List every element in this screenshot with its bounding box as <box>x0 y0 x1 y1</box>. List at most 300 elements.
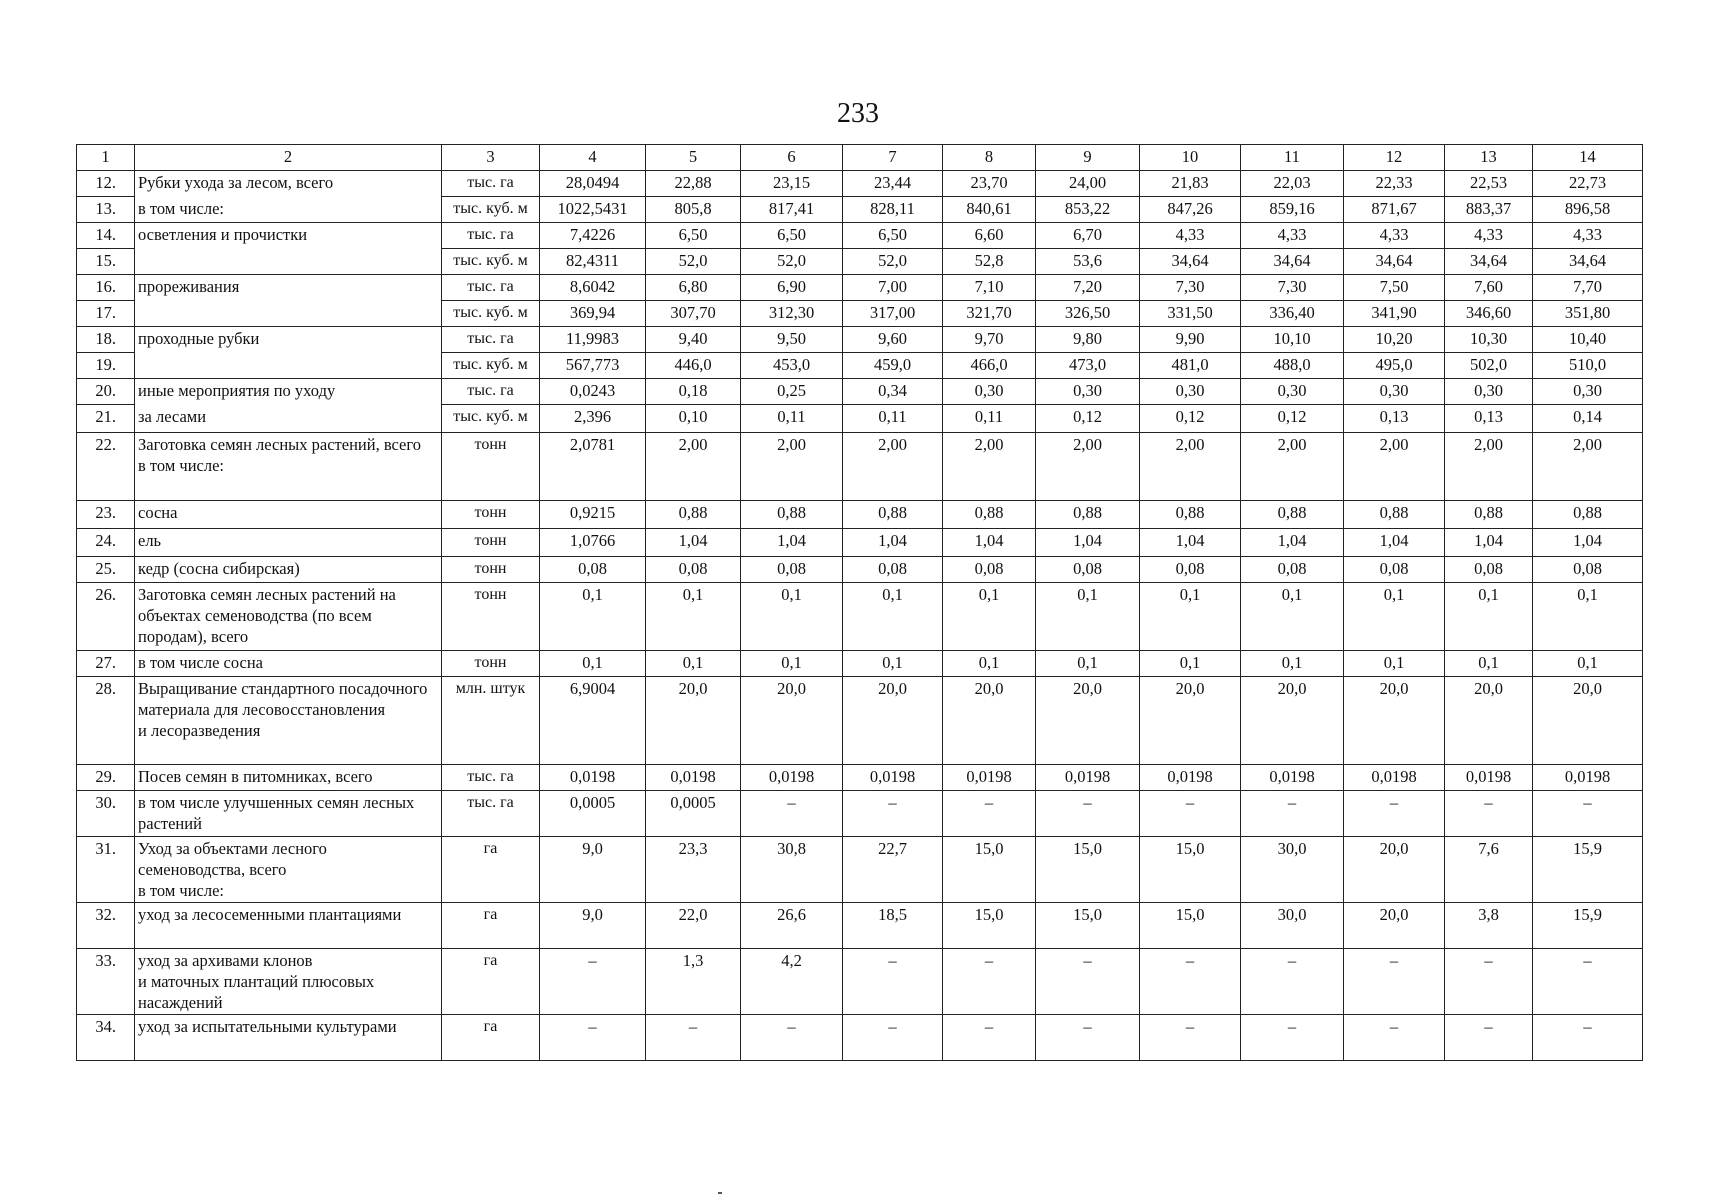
value-cell: 0,88 <box>1445 501 1533 529</box>
value-cell: 10,30 <box>1445 327 1533 353</box>
value-cell: 1022,5431 <box>540 197 646 223</box>
value-cell: 30,8 <box>741 837 843 903</box>
value-cell: 847,26 <box>1140 197 1241 223</box>
value-cell: 0,88 <box>1241 501 1344 529</box>
value-cell: 307,70 <box>646 301 741 327</box>
value-cell: – <box>1344 791 1445 837</box>
value-cell: 82,4311 <box>540 249 646 275</box>
value-cell: 6,50 <box>741 223 843 249</box>
value-cell: 0,08 <box>741 557 843 583</box>
value-cell: 0,11 <box>943 405 1036 433</box>
value-cell: – <box>943 1015 1036 1061</box>
value-cell: 312,30 <box>741 301 843 327</box>
table-row <box>77 379 1643 405</box>
value-cell: 0,0005 <box>646 791 741 837</box>
value-cell: 10,10 <box>1241 327 1344 353</box>
value-cell: – <box>1241 949 1344 1015</box>
value-cell: 23,15 <box>741 171 843 197</box>
value-cell: 9,40 <box>646 327 741 353</box>
row-unit: га <box>442 1015 540 1061</box>
table-row <box>77 949 1643 1015</box>
value-cell: 52,0 <box>843 249 943 275</box>
row-number: 22. <box>77 433 135 501</box>
value-cell: 6,50 <box>646 223 741 249</box>
value-cell: 2,00 <box>1344 433 1445 501</box>
value-cell: 6,60 <box>943 223 1036 249</box>
row-unit: тыс. га <box>442 327 540 353</box>
value-cell: 0,1 <box>1140 651 1241 677</box>
value-cell: 15,0 <box>1036 903 1140 949</box>
table-row <box>77 197 1643 223</box>
value-cell: 22,33 <box>1344 171 1445 197</box>
value-cell: 446,0 <box>646 353 741 379</box>
value-cell: 0,0198 <box>1036 765 1140 791</box>
value-cell: – <box>1140 791 1241 837</box>
value-cell: 0,11 <box>843 405 943 433</box>
value-cell: 466,0 <box>943 353 1036 379</box>
row-name: Заготовка семян лесных растений на объектах семеноводства (по всем породам), всего <box>135 583 442 651</box>
value-cell: 4,33 <box>1445 223 1533 249</box>
row-number: 27. <box>77 651 135 677</box>
row-number: 34. <box>77 1015 135 1061</box>
row-unit: тонн <box>442 651 540 677</box>
value-cell: 4,2 <box>741 949 843 1015</box>
value-cell: 805,8 <box>646 197 741 223</box>
row-unit: млн. штук <box>442 677 540 765</box>
value-cell: 0,13 <box>1344 405 1445 433</box>
value-cell: 853,22 <box>1036 197 1140 223</box>
value-cell: 2,0781 <box>540 433 646 501</box>
table-row <box>77 765 1643 791</box>
value-cell: 20,0 <box>1344 903 1445 949</box>
value-cell: 859,16 <box>1241 197 1344 223</box>
value-cell: 6,70 <box>1036 223 1140 249</box>
table-row <box>77 327 1643 353</box>
value-cell: 0,1 <box>943 651 1036 677</box>
value-cell: 0,0243 <box>540 379 646 405</box>
scan-mark <box>718 1192 722 1194</box>
value-cell: 0,1 <box>1241 583 1344 651</box>
value-cell: 23,70 <box>943 171 1036 197</box>
value-cell: 502,0 <box>1445 353 1533 379</box>
table-row <box>77 903 1643 949</box>
value-cell: 0,88 <box>646 501 741 529</box>
value-cell: 0,30 <box>1036 379 1140 405</box>
value-cell: 0,08 <box>843 557 943 583</box>
value-cell: 7,00 <box>843 275 943 301</box>
value-cell: 453,0 <box>741 353 843 379</box>
value-cell: 0,1 <box>646 651 741 677</box>
value-cell: 1,0766 <box>540 529 646 557</box>
row-number: 20. <box>77 379 135 405</box>
value-cell: 567,773 <box>540 353 646 379</box>
value-cell: 7,50 <box>1344 275 1445 301</box>
value-cell: 1,04 <box>1140 529 1241 557</box>
value-cell: 351,80 <box>1533 301 1643 327</box>
value-cell: 0,12 <box>1241 405 1344 433</box>
value-cell: 15,0 <box>1036 837 1140 903</box>
row-number: 24. <box>77 529 135 557</box>
value-cell: 34,64 <box>1344 249 1445 275</box>
value-cell: 20,0 <box>943 677 1036 765</box>
value-cell: 0,25 <box>741 379 843 405</box>
row-name: Выращивание стандартного посадочного материала для лесовосстановления и лесоразведения <box>135 677 442 765</box>
value-cell: – <box>741 1015 843 1061</box>
value-cell: 828,11 <box>843 197 943 223</box>
value-cell: 1,04 <box>843 529 943 557</box>
value-cell: 510,0 <box>1533 353 1643 379</box>
row-number: 23. <box>77 501 135 529</box>
value-cell: 4,33 <box>1241 223 1344 249</box>
table-row <box>77 405 1643 433</box>
value-cell: 0,14 <box>1533 405 1643 433</box>
value-cell: 0,30 <box>1344 379 1445 405</box>
value-cell: 4,33 <box>1533 223 1643 249</box>
value-cell: 1,04 <box>1036 529 1140 557</box>
header-cell: 1 <box>77 145 135 171</box>
value-cell: 1,04 <box>1445 529 1533 557</box>
table-row <box>77 677 1643 765</box>
value-cell: 52,8 <box>943 249 1036 275</box>
value-cell: 0,08 <box>646 557 741 583</box>
value-cell: 0,0198 <box>1533 765 1643 791</box>
table-row <box>77 249 1643 275</box>
value-cell: 7,20 <box>1036 275 1140 301</box>
row-number: 15. <box>77 249 135 275</box>
row-number: 21. <box>77 405 135 433</box>
table-row <box>77 353 1643 379</box>
value-cell: 22,0 <box>646 903 741 949</box>
table-body <box>77 145 1643 1061</box>
value-cell: 2,00 <box>1445 433 1533 501</box>
value-cell: 20,0 <box>843 677 943 765</box>
value-cell: 0,88 <box>1036 501 1140 529</box>
row-number: 32. <box>77 903 135 949</box>
value-cell: 1,04 <box>1344 529 1445 557</box>
value-cell: – <box>1036 949 1140 1015</box>
value-cell: 9,0 <box>540 903 646 949</box>
value-cell: 0,0198 <box>741 765 843 791</box>
row-unit: тыс. га <box>442 223 540 249</box>
value-cell: – <box>741 791 843 837</box>
value-cell: 0,1 <box>1241 651 1344 677</box>
row-number: 17. <box>77 301 135 327</box>
row-name <box>135 301 442 327</box>
table-row <box>77 1015 1643 1061</box>
value-cell: – <box>1445 949 1533 1015</box>
value-cell: 1,3 <box>646 949 741 1015</box>
value-cell: 0,1 <box>540 583 646 651</box>
value-cell: 23,3 <box>646 837 741 903</box>
row-number: 13. <box>77 197 135 223</box>
row-unit: тыс. куб. м <box>442 353 540 379</box>
value-cell: 473,0 <box>1036 353 1140 379</box>
value-cell: 0,18 <box>646 379 741 405</box>
row-name <box>135 353 442 379</box>
row-name <box>135 249 442 275</box>
value-cell: 336,40 <box>1241 301 1344 327</box>
value-cell: 0,12 <box>1036 405 1140 433</box>
value-cell: 0,0198 <box>943 765 1036 791</box>
row-name: ель <box>135 529 442 557</box>
value-cell: 0,0198 <box>843 765 943 791</box>
header-row <box>77 145 1643 171</box>
value-cell: 18,5 <box>843 903 943 949</box>
value-cell: 15,0 <box>1140 837 1241 903</box>
value-cell: 26,6 <box>741 903 843 949</box>
row-unit: тыс. куб. м <box>442 249 540 275</box>
row-name: Рубки ухода за лесом, всего <box>135 171 442 197</box>
value-cell: 7,30 <box>1140 275 1241 301</box>
value-cell: 21,83 <box>1140 171 1241 197</box>
value-cell: 481,0 <box>1140 353 1241 379</box>
value-cell: 331,50 <box>1140 301 1241 327</box>
row-name: в том числе: <box>135 197 442 223</box>
value-cell: – <box>1140 949 1241 1015</box>
row-number: 29. <box>77 765 135 791</box>
value-cell: 9,80 <box>1036 327 1140 353</box>
value-cell: 0,88 <box>741 501 843 529</box>
value-cell: 0,30 <box>943 379 1036 405</box>
header-cell: 4 <box>540 145 646 171</box>
value-cell: 0,0198 <box>1140 765 1241 791</box>
row-name: Уход за объектами лесного семеноводства, всего в том числе: <box>135 837 442 903</box>
row-name: уход за испытательными культурами <box>135 1015 442 1061</box>
table-row <box>77 651 1643 677</box>
value-cell: 9,50 <box>741 327 843 353</box>
value-cell: 0,88 <box>843 501 943 529</box>
value-cell: 0,1 <box>646 583 741 651</box>
value-cell: 0,88 <box>1533 501 1643 529</box>
value-cell: – <box>843 1015 943 1061</box>
value-cell: 0,08 <box>1533 557 1643 583</box>
value-cell: 0,08 <box>1344 557 1445 583</box>
value-cell: – <box>1445 1015 1533 1061</box>
header-cell: 6 <box>741 145 843 171</box>
table-row <box>77 557 1643 583</box>
value-cell: – <box>540 949 646 1015</box>
value-cell: – <box>1533 1015 1643 1061</box>
value-cell: 20,0 <box>1140 677 1241 765</box>
value-cell: 0,13 <box>1445 405 1533 433</box>
value-cell: 8,6042 <box>540 275 646 301</box>
value-cell: – <box>646 1015 741 1061</box>
table-row <box>77 301 1643 327</box>
header-cell: 7 <box>843 145 943 171</box>
row-name: иные мероприятия по уходу <box>135 379 442 405</box>
value-cell: 0,1 <box>1344 651 1445 677</box>
value-cell: 22,73 <box>1533 171 1643 197</box>
value-cell: 369,94 <box>540 301 646 327</box>
header-cell: 14 <box>1533 145 1643 171</box>
row-number: 31. <box>77 837 135 903</box>
value-cell: 0,30 <box>1445 379 1533 405</box>
value-cell: 20,0 <box>646 677 741 765</box>
value-cell: 2,00 <box>1036 433 1140 501</box>
value-cell: 0,08 <box>1445 557 1533 583</box>
row-unit: тыс. куб. м <box>442 301 540 327</box>
value-cell: 11,9983 <box>540 327 646 353</box>
value-cell: – <box>1241 1015 1344 1061</box>
value-cell: 15,0 <box>943 837 1036 903</box>
value-cell: 10,20 <box>1344 327 1445 353</box>
table-row <box>77 433 1643 501</box>
value-cell: 20,0 <box>1036 677 1140 765</box>
value-cell: 871,67 <box>1344 197 1445 223</box>
value-cell: – <box>1344 949 1445 1015</box>
value-cell: 22,53 <box>1445 171 1533 197</box>
value-cell: 817,41 <box>741 197 843 223</box>
value-cell: 6,9004 <box>540 677 646 765</box>
value-cell: 0,1 <box>540 651 646 677</box>
value-cell: – <box>1241 791 1344 837</box>
value-cell: 0,1 <box>843 583 943 651</box>
table-row <box>77 275 1643 301</box>
value-cell: 52,0 <box>646 249 741 275</box>
value-cell: 15,0 <box>1140 903 1241 949</box>
row-unit: тонн <box>442 583 540 651</box>
row-name: в том числе улучшенных семян лесных растений <box>135 791 442 837</box>
value-cell: 7,10 <box>943 275 1036 301</box>
value-cell: 0,1 <box>741 651 843 677</box>
value-cell: 7,70 <box>1533 275 1643 301</box>
row-name: уход за лесосеменными плантациями <box>135 903 442 949</box>
value-cell: 0,88 <box>943 501 1036 529</box>
value-cell: 2,00 <box>741 433 843 501</box>
value-cell: 2,00 <box>1140 433 1241 501</box>
value-cell: 24,00 <box>1036 171 1140 197</box>
row-name: осветления и прочистки <box>135 223 442 249</box>
table-row <box>77 837 1643 903</box>
value-cell: 0,10 <box>646 405 741 433</box>
row-unit: га <box>442 949 540 1015</box>
row-unit: тонн <box>442 501 540 529</box>
value-cell: 0,1 <box>1344 583 1445 651</box>
value-cell: 0,0198 <box>1241 765 1344 791</box>
table-row <box>77 501 1643 529</box>
value-cell: 7,30 <box>1241 275 1344 301</box>
value-cell: 15,9 <box>1533 903 1643 949</box>
value-cell: 321,70 <box>943 301 1036 327</box>
value-cell: 1,04 <box>1533 529 1643 557</box>
value-cell: 0,08 <box>943 557 1036 583</box>
row-number: 33. <box>77 949 135 1015</box>
row-unit: тыс. га <box>442 171 540 197</box>
value-cell: 0,30 <box>1533 379 1643 405</box>
value-cell: 0,08 <box>1036 557 1140 583</box>
row-name: в том числе сосна <box>135 651 442 677</box>
value-cell: 30,0 <box>1241 837 1344 903</box>
row-unit: га <box>442 903 540 949</box>
value-cell: 346,60 <box>1445 301 1533 327</box>
value-cell: 3,8 <box>1445 903 1533 949</box>
value-cell: 0,1 <box>1445 651 1533 677</box>
value-cell: 10,40 <box>1533 327 1643 353</box>
value-cell: 9,0 <box>540 837 646 903</box>
value-cell: 883,37 <box>1445 197 1533 223</box>
value-cell: 0,08 <box>1241 557 1344 583</box>
table-row <box>77 791 1643 837</box>
value-cell: 0,1 <box>1533 651 1643 677</box>
value-cell: 30,0 <box>1241 903 1344 949</box>
value-cell: – <box>540 1015 646 1061</box>
value-cell: – <box>1344 1015 1445 1061</box>
row-name: уход за архивами клонов и маточных плантаций плюсовых насаждений <box>135 949 442 1015</box>
table-row <box>77 223 1643 249</box>
value-cell: 488,0 <box>1241 353 1344 379</box>
value-cell: – <box>1140 1015 1241 1061</box>
value-cell: 0,88 <box>1140 501 1241 529</box>
header-cell: 5 <box>646 145 741 171</box>
value-cell: 20,0 <box>1445 677 1533 765</box>
value-cell: 0,88 <box>1344 501 1445 529</box>
row-name: кедр (сосна сибирская) <box>135 557 442 583</box>
value-cell: 22,7 <box>843 837 943 903</box>
value-cell: 0,1 <box>1140 583 1241 651</box>
value-cell: 0,08 <box>1140 557 1241 583</box>
row-name: Посев семян в питомниках, всего <box>135 765 442 791</box>
value-cell: 896,58 <box>1533 197 1643 223</box>
row-name: Заготовка семян лесных растений, всего в том числе: <box>135 433 442 501</box>
value-cell: 0,34 <box>843 379 943 405</box>
value-cell: 0,1 <box>741 583 843 651</box>
row-unit: тыс. га <box>442 379 540 405</box>
value-cell: – <box>943 949 1036 1015</box>
value-cell: 1,04 <box>741 529 843 557</box>
value-cell: 15,9 <box>1533 837 1643 903</box>
row-number: 26. <box>77 583 135 651</box>
row-unit: тонн <box>442 433 540 501</box>
value-cell: 9,60 <box>843 327 943 353</box>
row-number: 28. <box>77 677 135 765</box>
header-cell: 3 <box>442 145 540 171</box>
value-cell: 495,0 <box>1344 353 1445 379</box>
header-cell: 12 <box>1344 145 1445 171</box>
value-cell: 22,88 <box>646 171 741 197</box>
value-cell: 0,0198 <box>1445 765 1533 791</box>
value-cell: 9,70 <box>943 327 1036 353</box>
header-cell: 10 <box>1140 145 1241 171</box>
value-cell: – <box>1036 791 1140 837</box>
value-cell: 2,396 <box>540 405 646 433</box>
value-cell: 0,1 <box>943 583 1036 651</box>
header-cell: 9 <box>1036 145 1140 171</box>
table-row <box>77 171 1643 197</box>
header-cell: 13 <box>1445 145 1533 171</box>
value-cell: 2,00 <box>843 433 943 501</box>
value-cell: 7,60 <box>1445 275 1533 301</box>
row-unit: тыс. куб. м <box>442 405 540 433</box>
value-cell: 1,04 <box>943 529 1036 557</box>
value-cell: 28,0494 <box>540 171 646 197</box>
value-cell: 34,64 <box>1241 249 1344 275</box>
value-cell: 52,0 <box>741 249 843 275</box>
page-number: 233 <box>837 98 879 129</box>
row-number: 14. <box>77 223 135 249</box>
value-cell: 20,0 <box>1533 677 1643 765</box>
value-cell: 9,90 <box>1140 327 1241 353</box>
row-number: 12. <box>77 171 135 197</box>
header-cell: 8 <box>943 145 1036 171</box>
table-row <box>77 529 1643 557</box>
value-cell: 53,6 <box>1036 249 1140 275</box>
row-number: 30. <box>77 791 135 837</box>
value-cell: 4,33 <box>1140 223 1241 249</box>
row-unit: тыс. га <box>442 765 540 791</box>
value-cell: 2,00 <box>1533 433 1643 501</box>
value-cell: 0,0005 <box>540 791 646 837</box>
row-unit: тонн <box>442 557 540 583</box>
